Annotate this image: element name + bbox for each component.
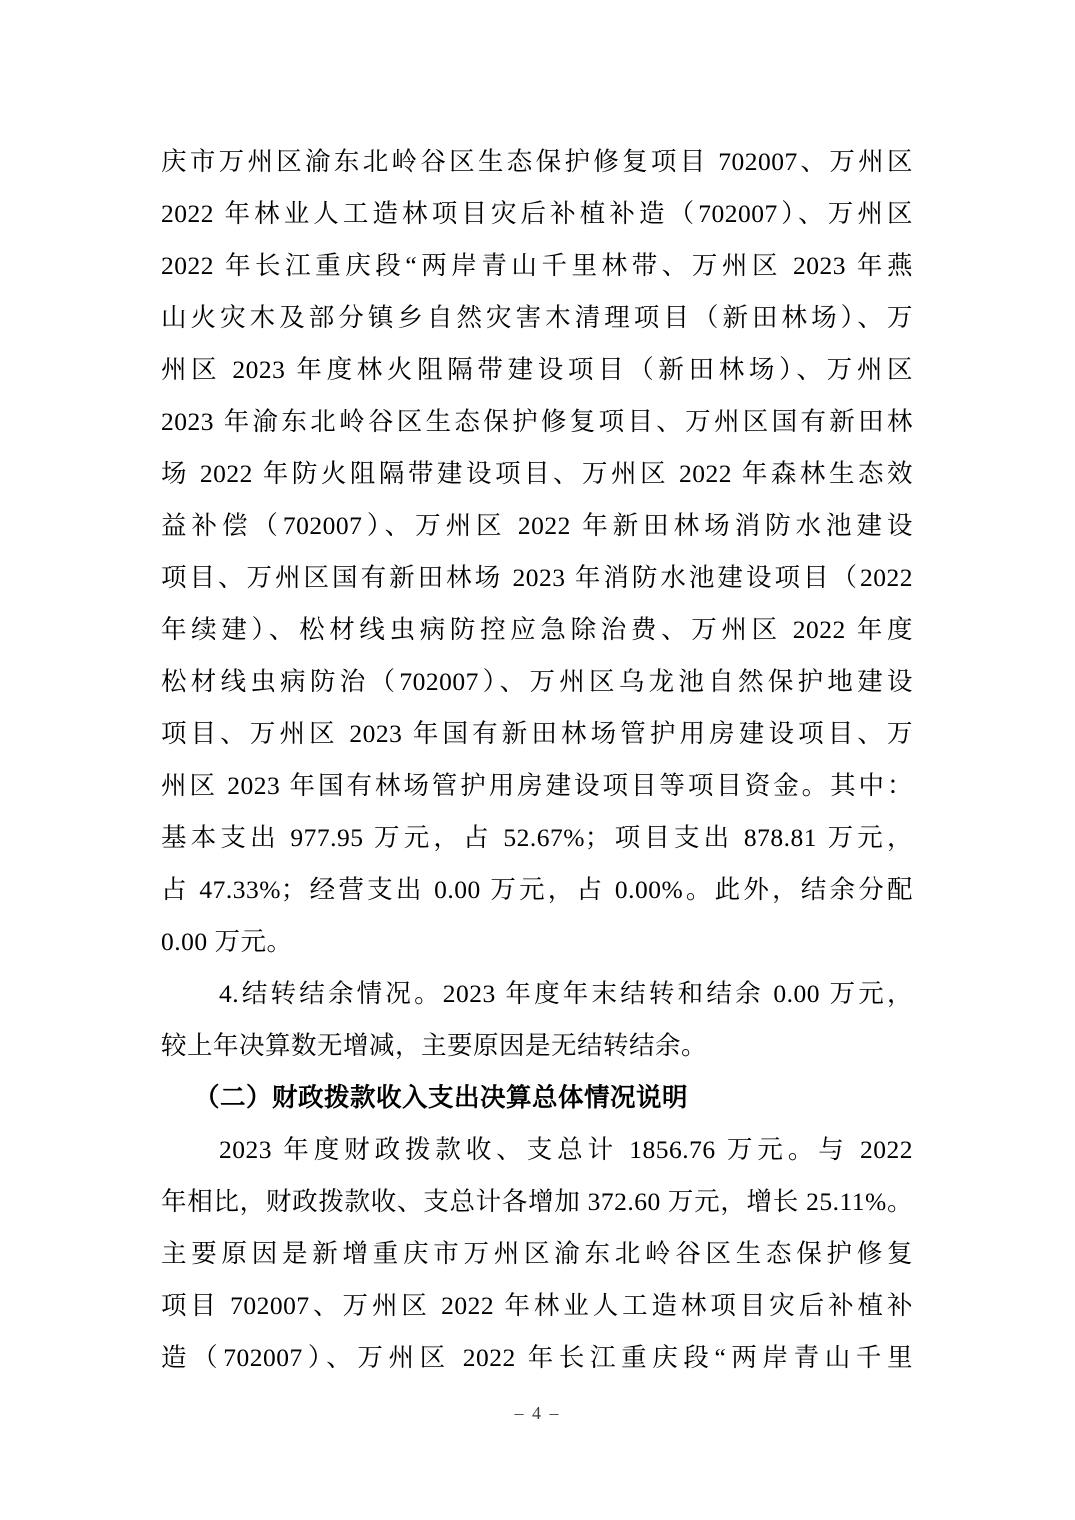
- text-line: 基本支出 977.95 万元，占 52.67%；项目支出 878.81 万元，: [161, 823, 913, 852]
- text-line: 松材线虫病防治（702007）、万州区乌龙池自然保护地建设: [161, 667, 913, 696]
- text-line: 占 47.33%；经营支出 0.00 万元，占 0.00%。此外，结余分配: [161, 875, 913, 904]
- document-body: [161, 136, 913, 1384]
- text-line: 4.结转结余情况。2023 年度年末结转和结余 0.00 万元，: [219, 979, 913, 1008]
- page-number: – 4 –: [514, 1403, 561, 1423]
- text-line: 较上年决算数无增减，主要原因是无结转结余。: [161, 1031, 708, 1060]
- text-line: 项目 702007、万州区 2022 年林业人工造林项目灾后补植补: [161, 1291, 913, 1320]
- text-line: 庆市万州区渝东北岭谷区生态保护修复项目 702007、万州区: [161, 147, 913, 176]
- text-line: 造（702007）、万州区 2022 年长江重庆段“两岸青山千里: [161, 1343, 913, 1372]
- section-heading: （二）财政拨款收入支出决算总体情况说明: [194, 1083, 689, 1112]
- text-line: 年相比，财政拨款收、支总计各增加 372.60 万元，增长 25.11%。: [161, 1187, 913, 1216]
- text-line: 2023 年渝东北岭谷区生态保护修复项目、万州区国有新田林: [161, 407, 913, 436]
- text-line: 2022 年长江重庆段“两岸青山千里林带、万州区 2023 年燕: [161, 251, 913, 280]
- text-line: 场 2022 年防火阻隔带建设项目、万州区 2022 年森林生态效: [161, 459, 913, 488]
- text-line: 州区 2023 年国有林场管护用房建设项目等项目资金。其中：: [161, 771, 913, 800]
- text-line: 2022 年林业人工造林项目灾后补植补造（702007）、万州区: [161, 199, 913, 228]
- text-line: 项目、万州区 2023 年国有新田林场管护用房建设项目、万: [161, 719, 913, 748]
- text-line: 2023 年度财政拨款收、支总计 1856.76 万元。与 2022: [219, 1135, 913, 1164]
- text-line: 益补偿（702007）、万州区 2022 年新田林场消防水池建设: [161, 511, 913, 540]
- text-line: 主要原因是新增重庆市万州区渝东北岭谷区生态保护修复: [161, 1239, 913, 1268]
- text-line: 0.00 万元。: [161, 927, 293, 956]
- text-line: 年续建）、松材线虫病防控应急除治费、万州区 2022 年度: [161, 615, 913, 644]
- text-line: 项目、万州区国有新田林场 2023 年消防水池建设项目（2022: [161, 563, 913, 592]
- text-line: 山火灾木及部分镇乡自然灾害木清理项目（新田林场）、万: [161, 303, 913, 332]
- text-line: 州区 2023 年度林火阻隔带建设项目（新田林场）、万州区: [161, 355, 913, 384]
